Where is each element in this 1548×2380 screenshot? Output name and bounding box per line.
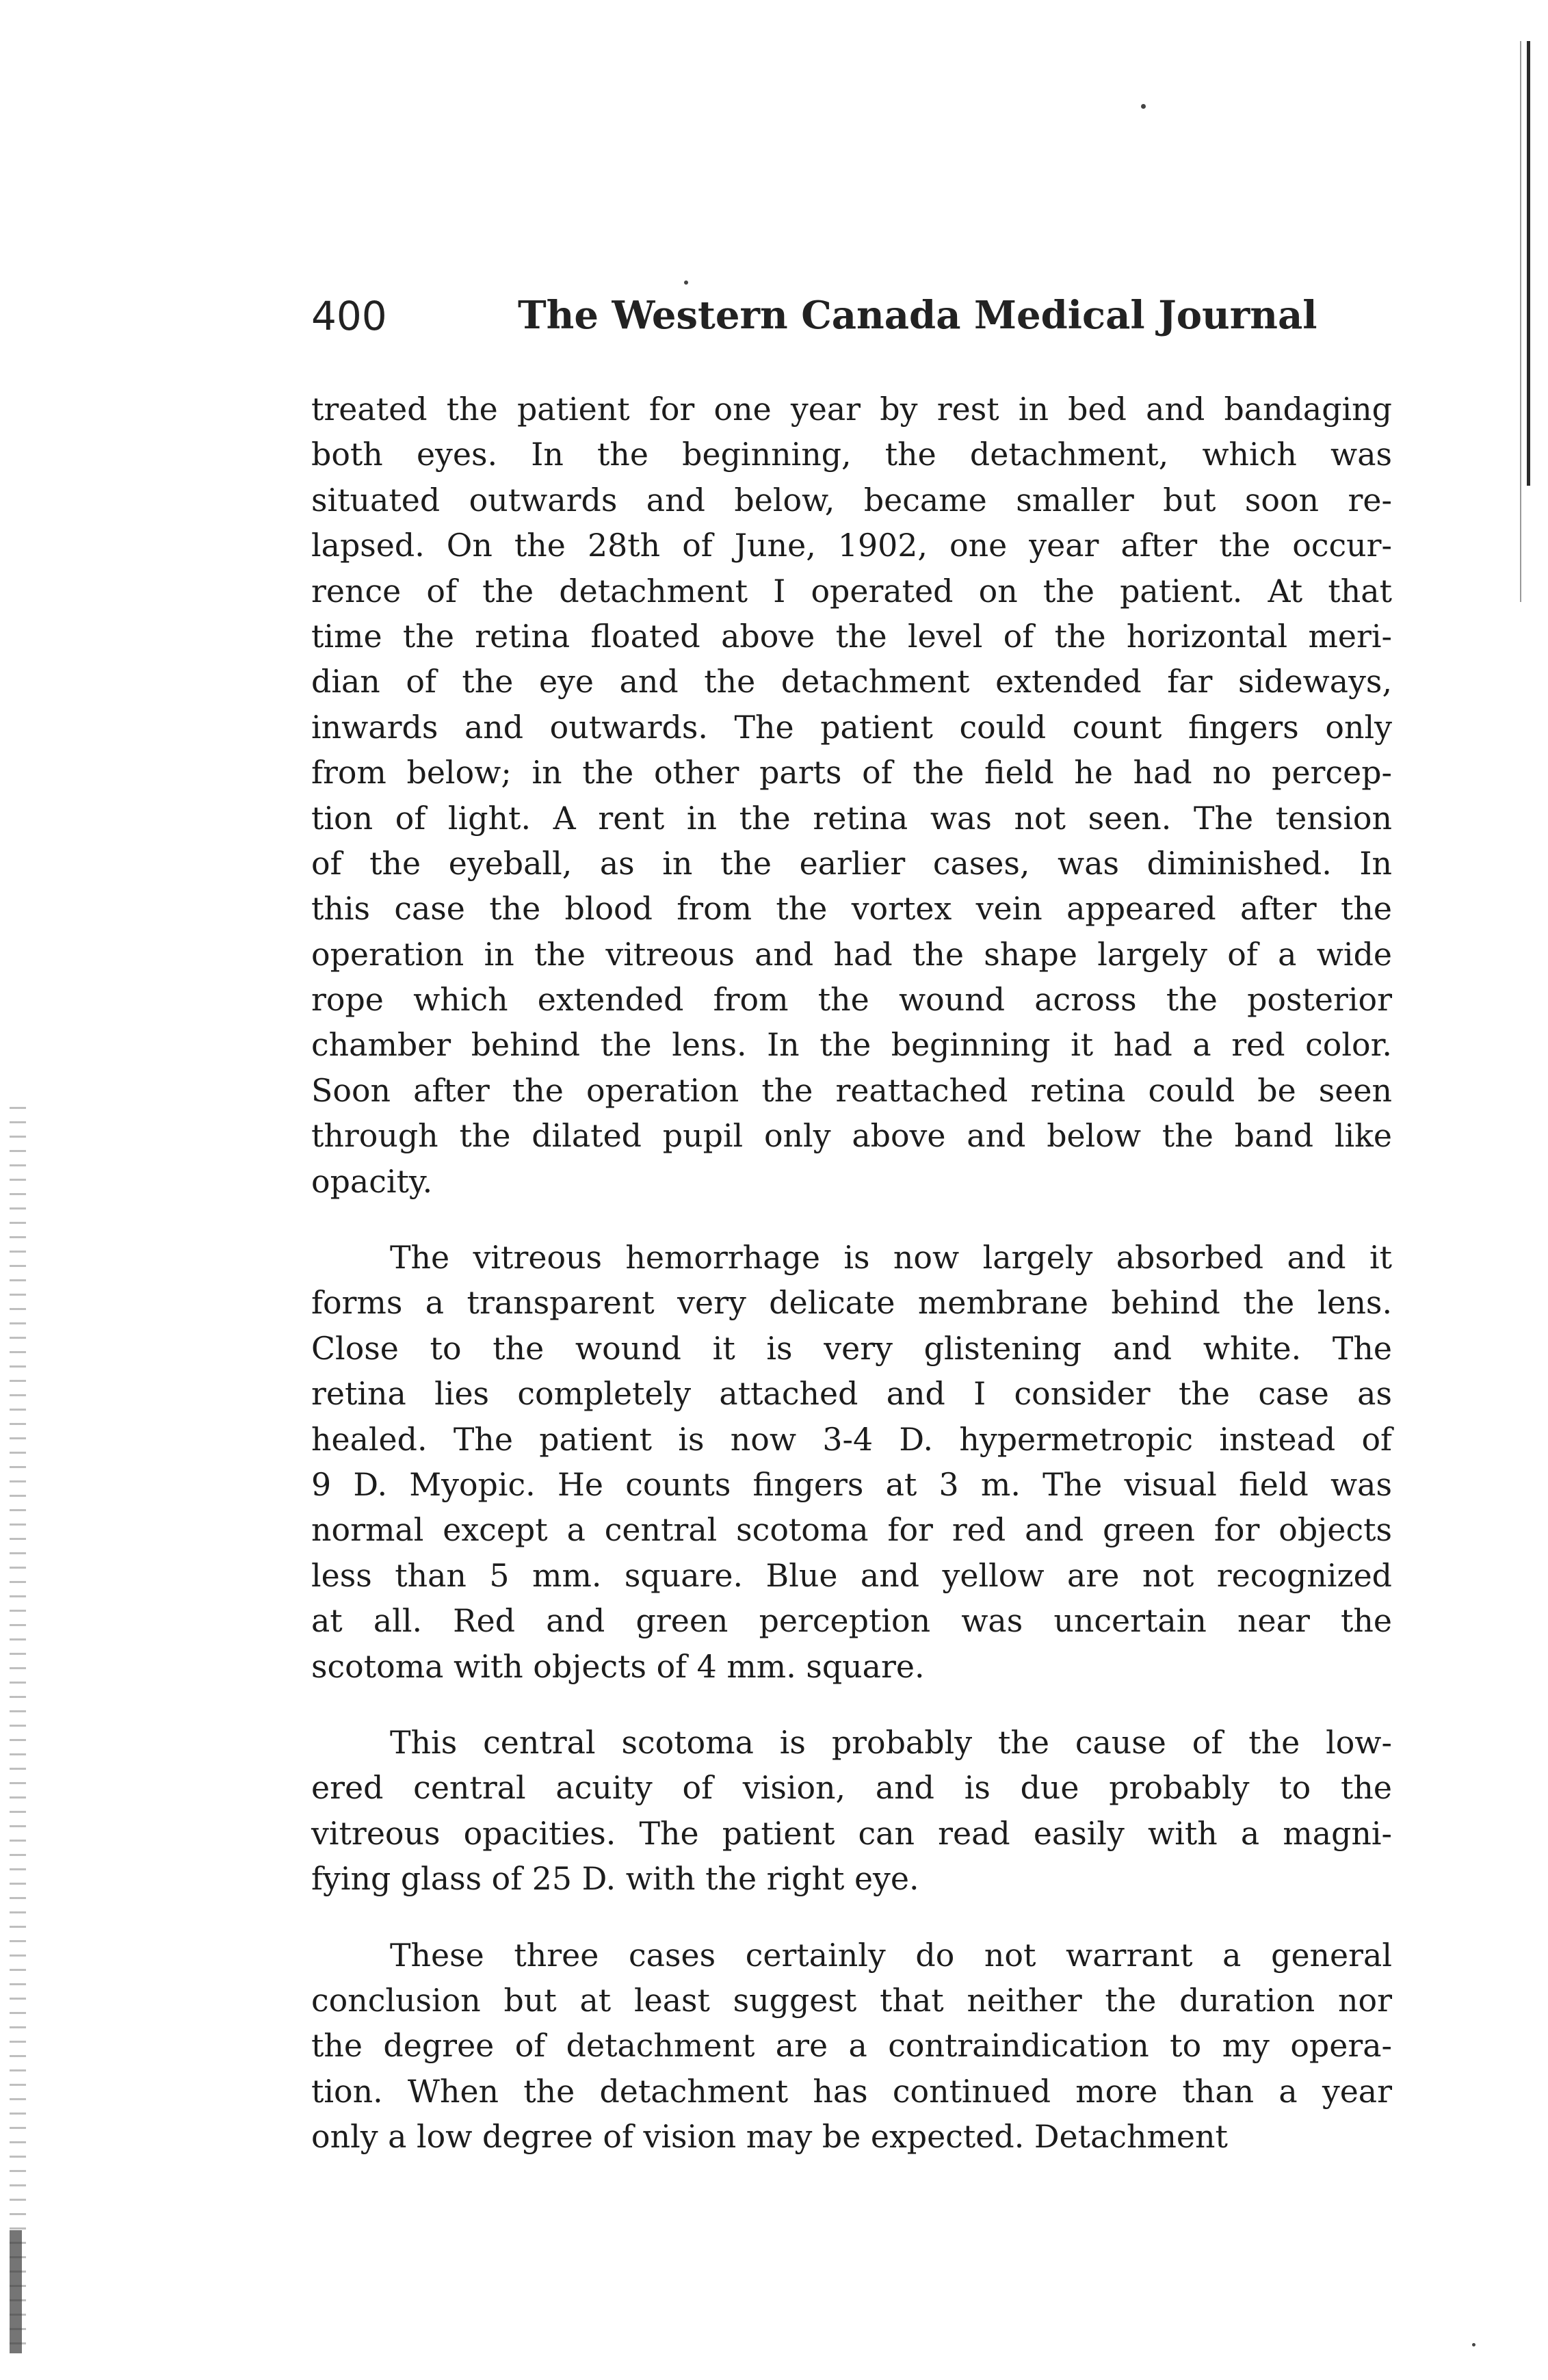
text-line: The vitreous hemorrhage is now largely absorbed and it (390, 1239, 1392, 1277)
binding-edge-dark (10, 2230, 22, 2353)
scan-edge-shadow (1527, 41, 1530, 486)
paragraph (311, 1720, 1392, 1902)
text-line: situated outwards and below, became smaller but soon re- (311, 481, 1392, 519)
text-line: forms a transparent very delicate membrane behind the lens. (311, 1284, 1392, 1322)
text-line: conclusion but at least suggest that neither the duration nor (311, 1981, 1392, 2019)
paragraph-gap (311, 1689, 1392, 1720)
text-line: fying glass of 25 D. with the right eye. (311, 1860, 919, 1898)
scan-speck (1141, 104, 1146, 109)
text-line: tion. When the detachment has continued more than a year (311, 2072, 1392, 2110)
paragraph-gap (311, 1902, 1392, 1933)
paragraph (311, 1235, 1392, 1689)
text-line: retina lies completely attached and I consider the case as (311, 1375, 1392, 1413)
text-line: less than 5 mm. square. Blue and yellow are not recognized (311, 1556, 1392, 1594)
text-line: ered central acuity of vision, and is due probably to the (311, 1769, 1392, 1807)
text-line: These three cases certainly do not warrant a general (390, 1936, 1392, 1974)
text-line: normal except a central scotoma for red and green for objects (311, 1511, 1392, 1549)
text-line: lapsed. On the 28th of June, 1902, one year after the occur- (311, 527, 1392, 564)
text-line: tion of light. A rent in the retina was not seen. The tension (311, 799, 1392, 837)
text-line: healed. The patient is now 3-4 D. hypermetropic instead of (311, 1420, 1392, 1458)
paragraph-gap (311, 1204, 1392, 1235)
page-number: 400 (311, 293, 387, 339)
text-line: from below; in the other parts of the field he had no percep- (311, 754, 1392, 792)
text-line: Soon after the operation the reattached retina could be seen (311, 1071, 1392, 1109)
paragraph (311, 1933, 1392, 2160)
scan-speck (1472, 2343, 1475, 2346)
text-line: operation in the vitreous and had the shape largely of a wide (311, 935, 1392, 973)
text-line: of the eyeball, as in the earlier cases, was diminished. In (311, 844, 1392, 882)
text-line: This central scotoma is probably the cause of the low- (390, 1723, 1392, 1761)
page-header (311, 286, 1392, 361)
text-line: treated the patient for one year by rest in bed and bandaging (311, 391, 1392, 428)
text-line: this case the blood from the vortex vein appeared after the (311, 890, 1392, 928)
text-line: dian of the eye and the detachment extended far sideways, (311, 663, 1392, 701)
text-line: both eyes. In the beginning, the detachment, which was (311, 436, 1392, 473)
paragraph (311, 387, 1392, 1204)
text-line: rope which extended from the wound across the posterior (311, 981, 1392, 1019)
text-line: inwards and outwards. The patient could count fingers only (311, 708, 1392, 746)
scan-speck (684, 280, 688, 285)
text-line: chamber behind the lens. In the beginning it had a red color. (311, 1026, 1392, 1064)
text-line: 9 D. Myopic. He counts fingers at 3 m. The visual field was (311, 1465, 1392, 1503)
text-line: only a low degree of vision may be expected. Detachment (311, 2118, 1228, 2156)
text-line: at all. Red and green perception was uncertain near the (311, 1602, 1392, 1640)
text-line: Close to the wound it is very glistening and white. The (311, 1329, 1392, 1367)
text-line: the degree of detachment are a contraindication to my opera- (311, 2027, 1392, 2065)
text-line: through the dilated pupil only above and below the band like (311, 1117, 1392, 1155)
article-body (311, 387, 1392, 2159)
text-line: scotoma with objects of 4 mm. square. (311, 1647, 925, 1685)
binding-edge-artifact (10, 1095, 26, 2353)
text-line: vitreous opacities. The patient can read easily with a magni- (311, 1814, 1392, 1852)
text-line: rence of the detachment I operated on the patient. At that (311, 572, 1392, 610)
scan-edge-line (1520, 41, 1521, 602)
running-title: The Western Canada Medical Journal (518, 293, 1317, 338)
text-line: opacity. (311, 1162, 433, 1200)
text-line: time the retina floated above the level of the horizontal meri- (311, 617, 1392, 655)
